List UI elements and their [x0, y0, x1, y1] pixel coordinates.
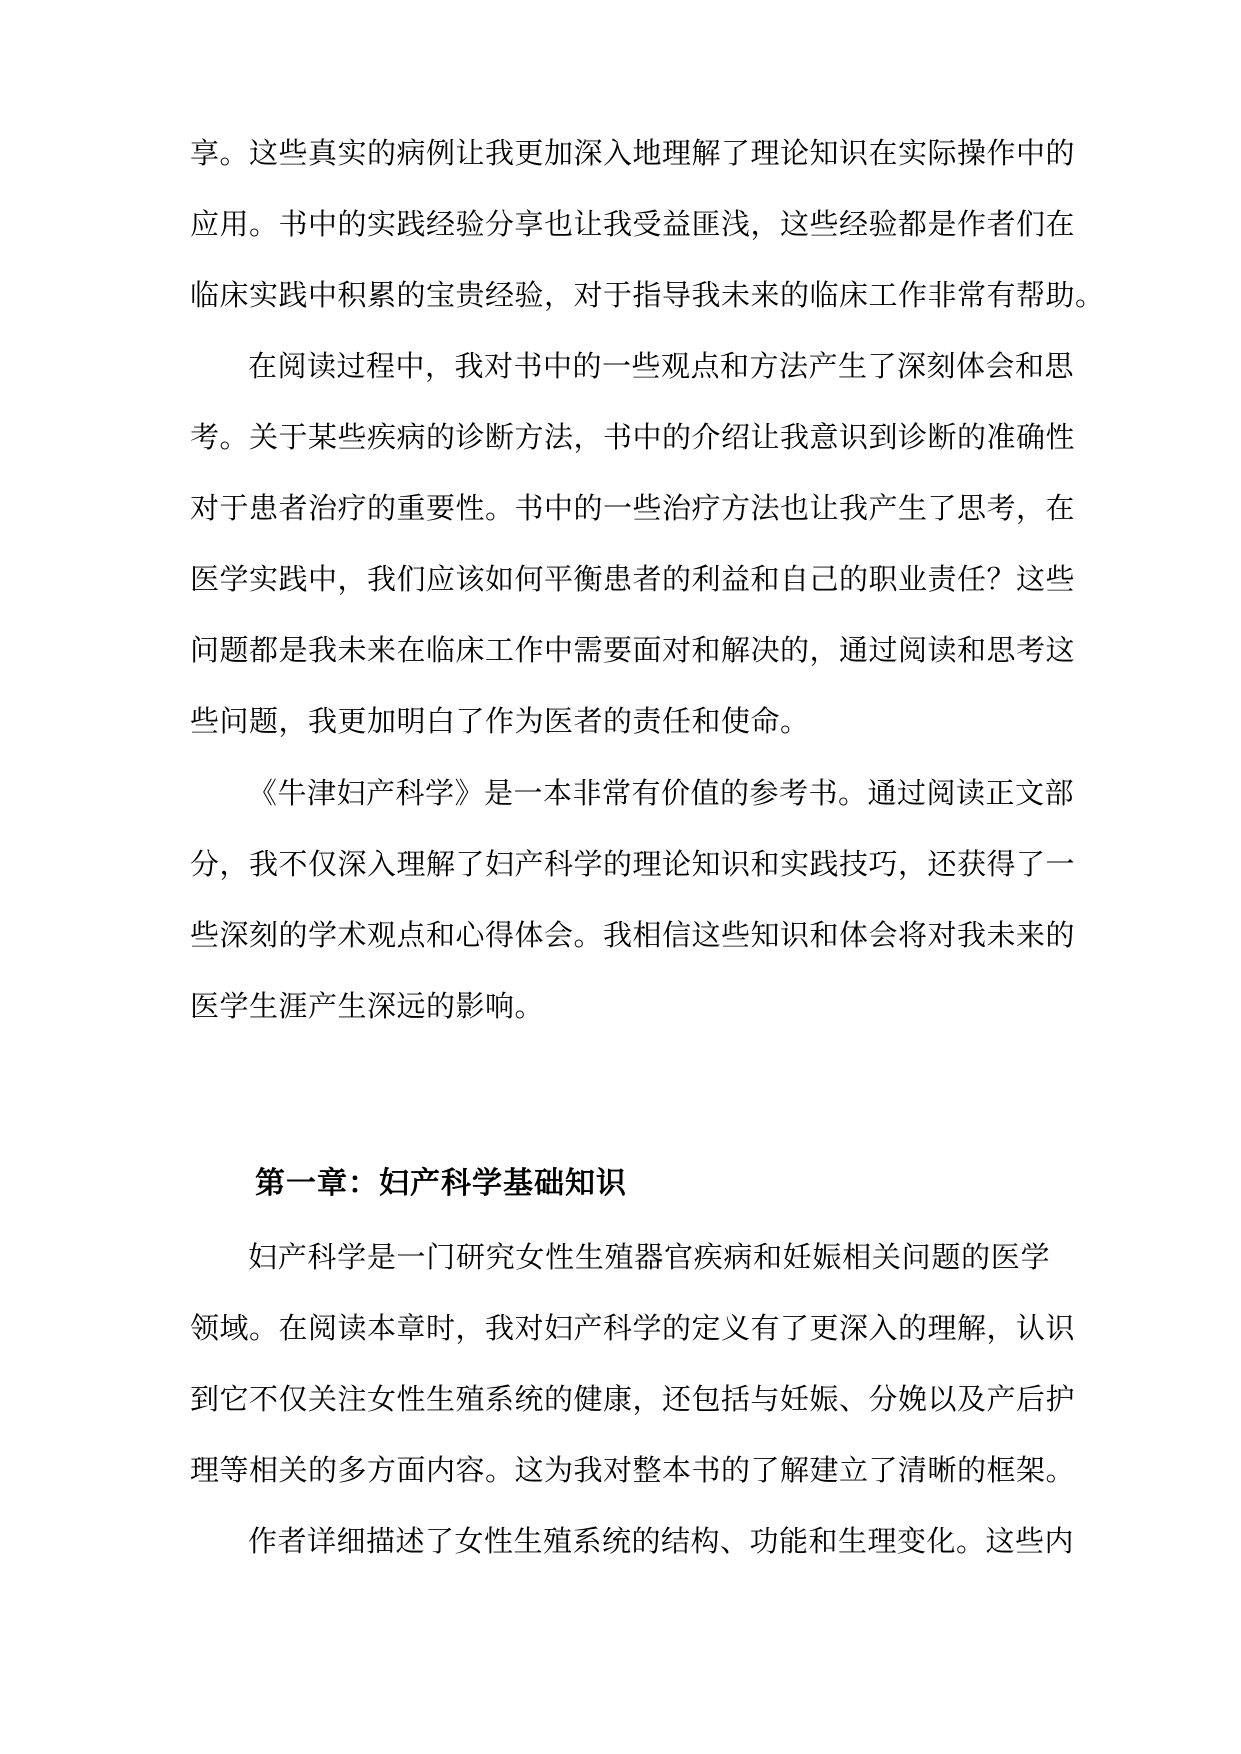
text-line: 作者详细描述了女性生殖系统的结构、功能和生理变化。这些内 — [248, 1524, 1075, 1558]
text-line: 些深刻的学术观点和心得体会。我相信这些知识和体会将对我未来的 — [190, 918, 1076, 952]
text-line: 分，我不仅深入理解了妇产科学的理论知识和实践技巧，还获得了一 — [190, 847, 1076, 881]
text-line: 对于患者治疗的重要性。书中的一些治疗方法也让我产生了思考，在 — [190, 491, 1076, 525]
text-line: 问题都是我未来在临床工作中需要面对和解决的，通过阅读和思考这 — [190, 633, 1076, 667]
text-line: 妇产科学是一门研究女性生殖器官疾病和妊娠相关问题的医学 — [248, 1240, 1050, 1274]
text-line: 考。关于某些疾病的诊断方法，书中的介绍让我意识到诊断的准确性 — [190, 420, 1076, 454]
chapter-heading: 第一章：妇产科学基础知识 — [255, 1166, 627, 1201]
text-line: 理等相关的多方面内容。这为我对整本书的了解建立了清晰的框架。 — [190, 1453, 1076, 1487]
text-line: 医学实践中，我们应该如何平衡患者的利益和自己的职业责任？这些 — [190, 562, 1076, 596]
text-line: 享。这些真实的病例让我更加深入地理解了理论知识在实际操作中的 — [190, 136, 1076, 170]
text-line: 应用。书中的实践经验分享也让我受益匪浅，这些经验都是作者们在 — [190, 207, 1076, 241]
text-line: 领域。在阅读本章时，我对妇产科学的定义有了更深入的理解，认识 — [190, 1311, 1076, 1345]
text-line: 到它不仅关注女性生殖系统的健康，还包括与妊娠、分娩以及产后护 — [190, 1382, 1076, 1416]
text-line: 些问题，我更加明白了作为医者的责任和使命。 — [190, 704, 810, 738]
text-line: 在阅读过程中，我对书中的一些观点和方法产生了深刻体会和思 — [248, 349, 1075, 383]
text-line: 临床实践中积累的宝贵经验，对于指导我未来的临床工作非常有帮助。 — [190, 278, 1105, 312]
text-line: 医学生涯产生深远的影响。 — [190, 989, 545, 1023]
text-line: 《牛津妇产科学》是一本非常有价值的参考书。通过阅读正文部 — [248, 776, 1075, 810]
